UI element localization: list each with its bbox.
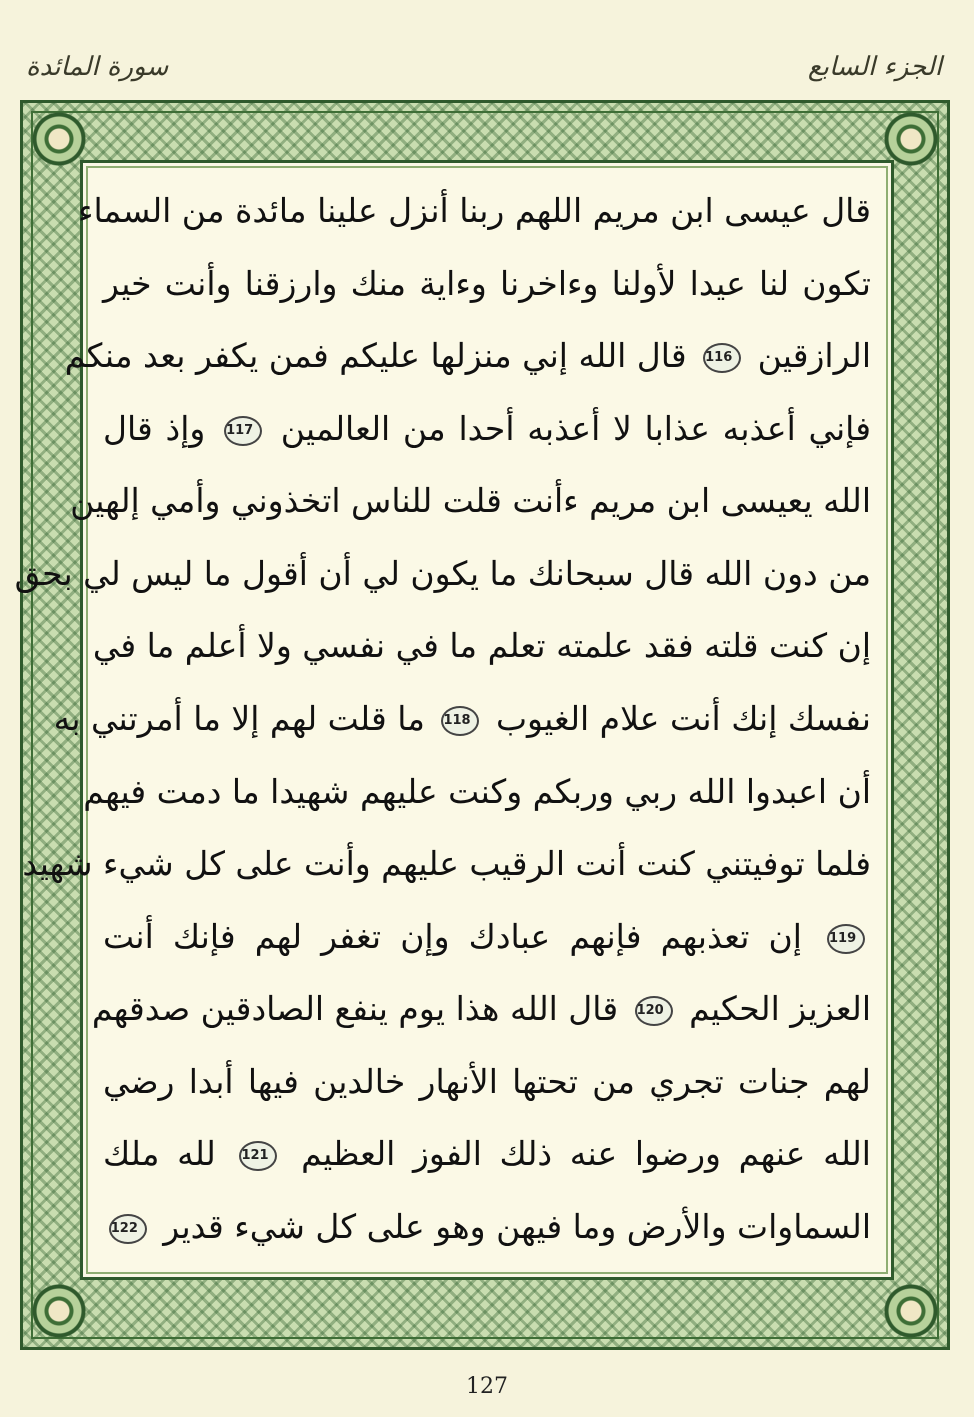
ayah-marker: 119 [827,924,865,954]
verse-line [103,1052,871,1112]
ayah-marker: 120 [635,996,673,1026]
line-text: الله عنهم ورضوا عنه ذلك الفوز العظيم [301,1134,871,1174]
line-text: فإني أعذبه عذابا لا أعذبه أحدا من العالمين [280,408,871,448]
verse-line [64,326,871,386]
page-number: 127 [466,1374,508,1399]
line-text: وإذ قال [103,408,206,448]
line-text: السماوات والأرض وما فيهن وهو على كل شيء قدير [163,1206,871,1246]
line-text: قال الله إني منزلها عليكم فمن يكفر بعد [143,336,687,376]
ayah-marker: 122 [109,1214,147,1244]
ayah-marker: 116 [703,343,741,373]
corner-rosette-icon [881,1281,941,1341]
line-text: إن كنت قلته فقد علمته تعلم ما في نفسي ولا أعلم ما في [92,626,871,666]
verse-line [103,399,871,459]
line-text: لهم جنات تجري من تحتها الأنهار خالدين فيها أبدا رضي [103,1061,871,1101]
verse-line [83,762,871,822]
ayah-marker: 118 [441,706,479,736]
text-panel [14,160,894,1280]
corner-rosette-icon [29,1281,89,1341]
verse-line [77,181,871,241]
line-text: أن اعبدوا الله ربي وربكم وكنت عليهم شهيدا ما دمت فيهم [83,771,871,811]
line-text: العزيز الحكيم [689,989,871,1029]
line-text: قال عيسى ابن مريم اللهم ربنا أنزل علينا مائدة من السماء [77,191,871,230]
ayah-marker: 121 [239,1141,277,1171]
verse-line [103,907,871,967]
line-text: الله يعيسى ابن مريم ءأنت قلت للناس اتخذوني وأمي إلهين [70,481,871,521]
verse-line [103,254,871,314]
line-text: نفسك إنك أنت علام الغيوب [495,698,871,738]
line-text: منكم [64,336,133,376]
verse-line [22,834,871,894]
verse-line [91,979,871,1039]
verse-line [103,1124,871,1184]
header-surah: سورة المائدة [26,52,169,82]
verse-line [14,544,871,604]
line-text: قال الله هذا يوم ينفع الصادقين صدقهم [91,989,619,1029]
line-text: لله ملك [103,1134,216,1174]
line-text: إن تعذبهم فإنهم عبادك وإن تغفر لهم فإنك أنت [103,916,802,956]
line-text: ما قلت لهم إلا ما أمرتني به [53,698,425,738]
line-text: تكون لنا عيدا لأولنا وءاخرنا وءاية منك وارزقنا وأنت خير [103,263,871,303]
verse-lines [14,181,871,1257]
verse-line [53,689,871,749]
ayah-marker: 117 [224,416,262,446]
line-text: الرازقين [757,336,871,376]
header-juz: الجزء السابع [807,52,942,82]
verse-line [103,1197,871,1257]
line-text: من دون الله قال سبحانك ما يكون لي أن أقول ما ليس لي بحق [14,553,871,593]
line-text: فلما توفيتني كنت أنت الرقيب عليهم وأنت على كل شيء شهيد [22,844,871,884]
verse-line [92,616,871,676]
verse-line [70,471,871,531]
